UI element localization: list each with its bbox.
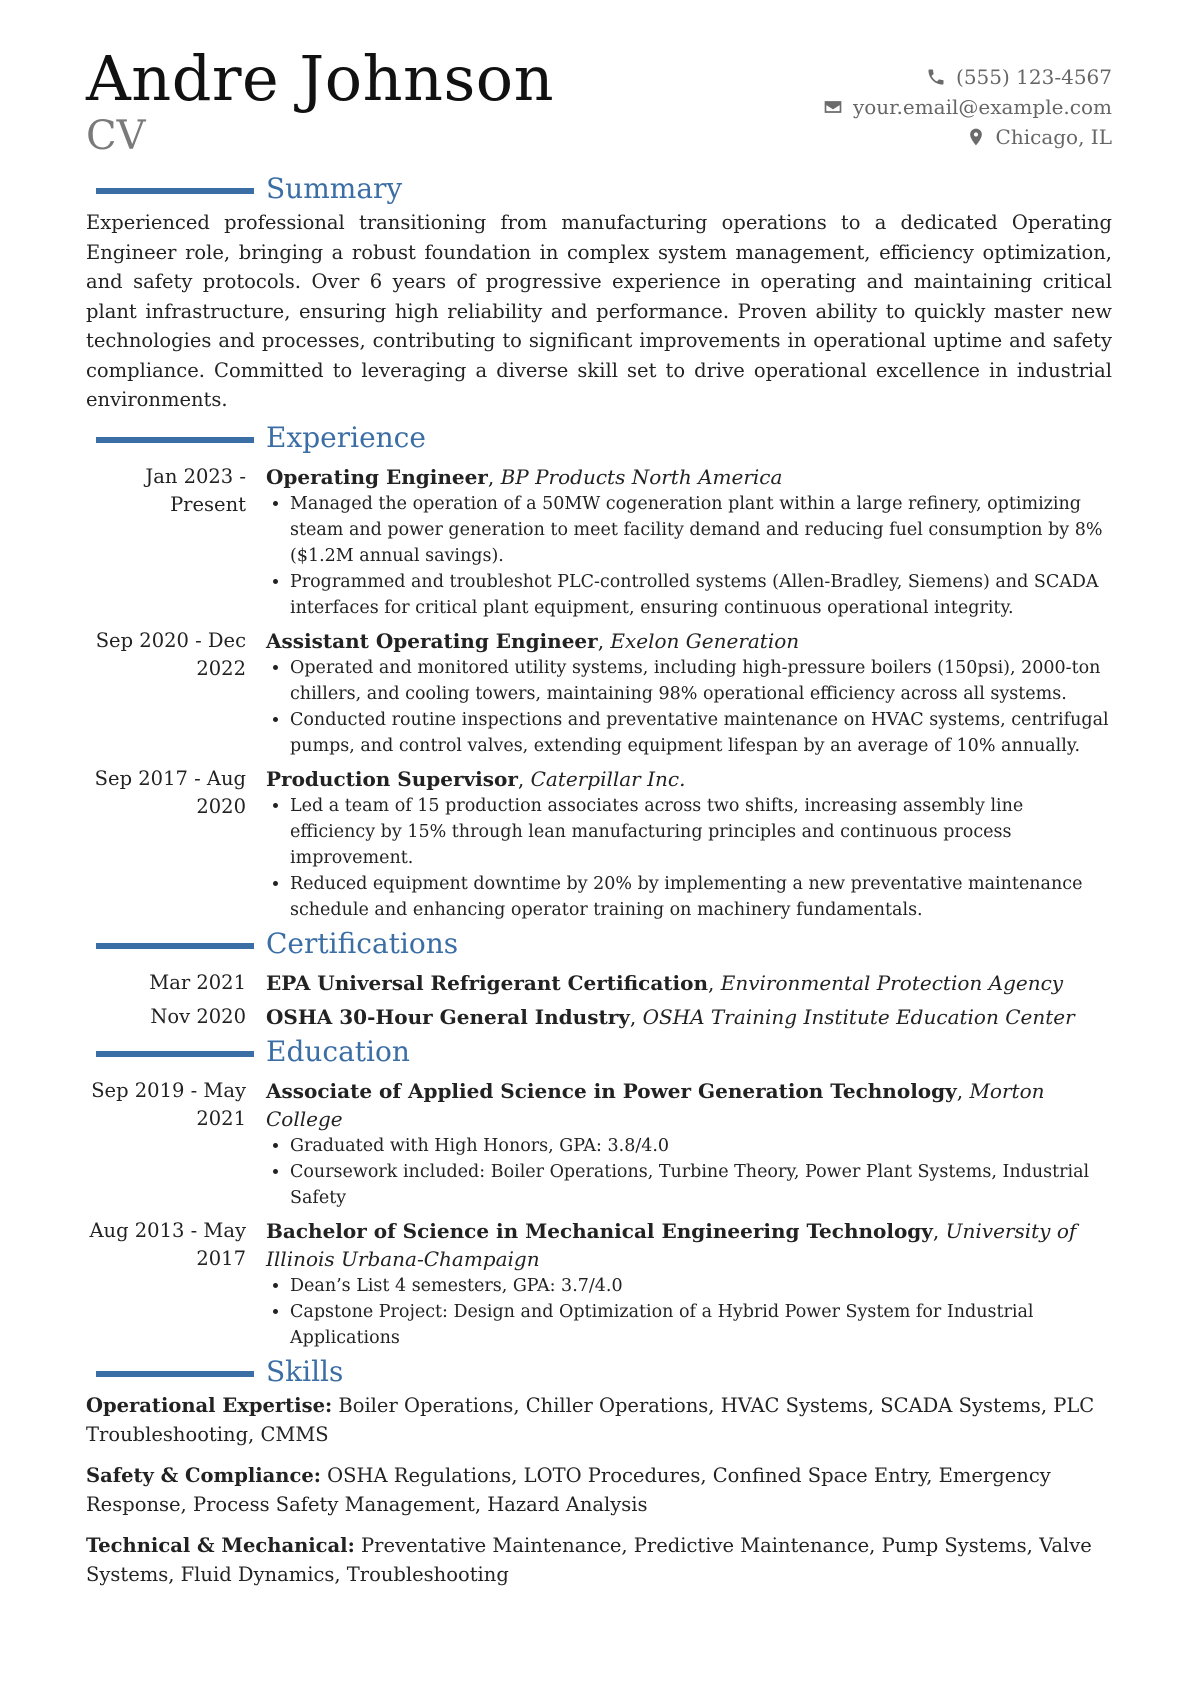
candidate-name: Andre Johnson [86, 42, 555, 115]
bullet-item: • Coursework included: Boiler Operations, Turbine Theory, Power Plant Systems, Industrial Safety [290, 1159, 1112, 1211]
section-title: Experience [266, 420, 426, 454]
section-accent-bar [96, 943, 254, 949]
certification-entry [86, 969, 1112, 997]
section-accent-bar [96, 1051, 254, 1057]
section-title: Summary [266, 172, 403, 205]
skill-items: Preventative Maintenance, Predictive Maintenance, Pump Systems, Valve Systems, Fluid Dynamics, Troubleshooting [86, 1533, 1092, 1586]
experience-entry [86, 765, 1112, 923]
summary-text: Experienced professional transitioning from manufacturing operations to a dedicated Operating Engineer role, bringing a robust foundation in complex system management, efficiency optimization, and safety protocols. Over 6 years of progressive experience in operating and maintaining critical plant infrastructure, ensuring high reliability and performance. Proven ability to quickly master new technologies and processes, contributing to significant improvements in operational uptime and safety compliance. Committed to leveraging a diverse skill set to drive operational excellence in industrial environments. [86, 211, 1112, 411]
section-accent-bar [96, 188, 254, 194]
entry-heading: Associate of Applied Science in Power Generation Technology, Morton College [266, 1078, 1045, 1131]
entry-org: Morton College [266, 1078, 1045, 1131]
entry-date: Sep 2019 - May 2021 [91, 1078, 246, 1130]
contact-location [823, 122, 1112, 152]
entry-date: Mar 2021 [149, 970, 246, 994]
entry-date: Aug 2013 - May 2017 [89, 1218, 246, 1270]
entry-bullets [266, 655, 1112, 759]
education-entry [86, 1217, 1112, 1351]
section-certifications-heading [86, 925, 1112, 963]
entry-date: Nov 2020 [150, 1004, 246, 1028]
entry-org: University of Illinois Urbana-Champaign [266, 1218, 1077, 1271]
entry-bullets [266, 1133, 1112, 1211]
entry-org: BP Products North America [500, 464, 783, 489]
bullet-item: • Graduated with High Honors, GPA: 3.8/4.0 [290, 1133, 1112, 1159]
skill-label: Technical & Mechanical: [86, 1533, 355, 1557]
map-pin-icon [966, 127, 986, 147]
entry-title: OSHA 30-Hour General Industry [266, 1004, 630, 1029]
section-accent-bar [96, 437, 254, 443]
entry-heading: EPA Universal Refrigerant Certification, Environmental Protection Agency [266, 970, 1064, 995]
contact-phone [823, 62, 1112, 92]
entry-heading: Assistant Operating Engineer, Exelon Generation [266, 628, 800, 653]
skill-items: OSHA Regulations, LOTO Procedures, Confined Space Entry, Emergency Response, Process Safety Management, Hazard Analysis [86, 1463, 1051, 1516]
entry-date: Sep 2017 - Aug 2020 [94, 766, 246, 818]
entry-heading: Bachelor of Science in Mechanical Engineering Technology, University of Illinois Urbana-Champaign [266, 1218, 1077, 1271]
entry-heading: OSHA 30-Hour General Industry, OSHA Training Institute Education Center [266, 1004, 1075, 1029]
experience-entry [86, 463, 1112, 621]
bullet-item: • Dean’s List 4 semesters, GPA: 3.7/4.0 [290, 1273, 1112, 1299]
entry-date: Jan 2023 - Present [145, 464, 246, 516]
experience-entry [86, 627, 1112, 759]
email-text[interactable]: your.email@example.com [852, 95, 1112, 119]
section-experience-heading [86, 419, 1112, 457]
entry-title: Bachelor of Science in Mechanical Engineering Technology [266, 1218, 933, 1243]
entry-title: Production Supervisor [266, 766, 518, 791]
bullet-item: • Reduced equipment downtime by 20% by implementing a new preventative maintenance schedule and enhancing operator training on machinery fundamentals. [290, 871, 1112, 923]
entry-org: OSHA Training Institute Education Center [642, 1004, 1075, 1029]
skill-items: Boiler Operations, Chiller Operations, HVAC Systems, SCADA Systems, PLC Troubleshooting, CMMS [86, 1393, 1095, 1446]
entry-title: Associate of Applied Science in Power Generation Technology [266, 1078, 957, 1103]
entry-bullets [266, 1273, 1112, 1351]
entry-org: Environmental Protection Agency [720, 970, 1064, 995]
cv-header [86, 42, 1112, 168]
cv-page [86, 40, 1112, 1601]
skill-group [86, 1531, 1112, 1589]
entry-date: Sep 2020 - Dec 2022 [95, 628, 246, 680]
bullet-item: • Programmed and troubleshot PLC-controlled systems (Allen-Bradley, Siemens) and SCADA interfaces for critical plant equipment, ensuring continuous operational integrity. [290, 569, 1112, 621]
education-entry [86, 1077, 1112, 1211]
skill-label: Operational Expertise: [86, 1393, 333, 1417]
bullet-item: • Led a team of 15 production associates across two shifts, increasing assembly line efficiency by 15% through lean manufacturing principles and continuous process improvement. [290, 793, 1112, 871]
bullet-item: • Conducted routine inspections and preventative maintenance on HVAC systems, centrifugal pumps, and control valves, extending equipment lifespan by an average of 10% annually. [290, 707, 1112, 759]
entry-bullets [266, 491, 1112, 621]
section-summary-heading [86, 170, 1112, 208]
bullet-item: • Managed the operation of a 50MW cogeneration plant within a large refinery, optimizing steam and power generation to meet facility demand and reducing fuel consumption by 8% ($1.2M annual savings). [290, 491, 1112, 569]
section-skills-heading [86, 1353, 1112, 1391]
phone-text[interactable]: (555) 123-4567 [956, 65, 1112, 89]
section-title: Certifications [266, 926, 459, 960]
bullet-item: • Capstone Project: Design and Optimization of a Hybrid Power System for Industrial Applications [290, 1299, 1112, 1351]
bullet-item: • Operated and monitored utility systems, including high-pressure boilers (150psi), 2000-ton chillers, and cooling towers, maintaining 98% operational efficiency across all systems. [290, 655, 1112, 707]
contact-email [823, 92, 1112, 122]
skills-list [86, 1391, 1112, 1589]
section-title: Skills [266, 1354, 344, 1388]
entry-heading: Operating Engineer, BP Products North America [266, 464, 783, 489]
entry-title: Assistant Operating Engineer [266, 628, 598, 653]
document-subtitle: CV [86, 113, 146, 159]
certification-entry [86, 1003, 1112, 1031]
skill-group [86, 1461, 1112, 1519]
envelope-icon [823, 97, 843, 117]
skill-label: Safety & Compliance: [86, 1463, 321, 1487]
entry-org: Caterpillar Inc. [530, 766, 686, 791]
entry-title: Operating Engineer [266, 464, 488, 489]
section-title: Education [266, 1034, 410, 1068]
location-text: Chicago, IL [995, 125, 1112, 149]
entry-org: Exelon Generation [610, 628, 800, 653]
entry-title: EPA Universal Refrigerant Certification [266, 970, 708, 995]
phone-icon [926, 67, 946, 87]
contact-info [823, 62, 1112, 152]
entry-heading: Production Supervisor, Caterpillar Inc. [266, 766, 686, 791]
entry-bullets [266, 793, 1112, 923]
section-accent-bar [96, 1371, 254, 1377]
skill-group [86, 1391, 1112, 1449]
section-education-heading [86, 1033, 1112, 1071]
